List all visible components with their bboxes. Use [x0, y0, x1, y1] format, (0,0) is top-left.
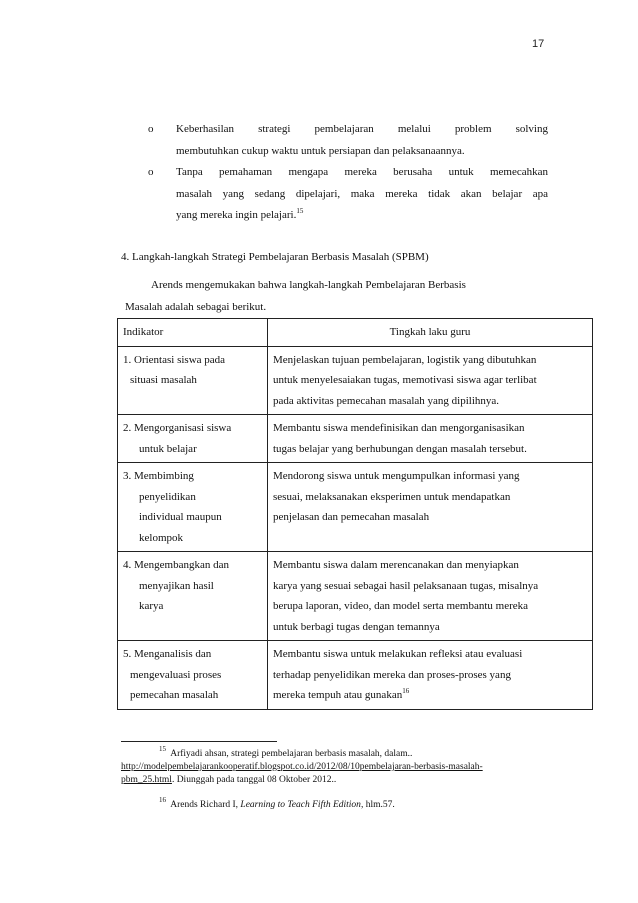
intro-paragraph [125, 274, 545, 318]
footnote-link-line [121, 774, 541, 787]
footnote-book-title: Learning to Teach Fifth Edition [240, 800, 361, 810]
indicator-line: 3. Membimbing [123, 470, 194, 482]
behavior-line: karya yang sesuai sebagai hasil pelaksanaan tugas, misalnya [273, 579, 539, 592]
indicator-cell [118, 346, 268, 415]
footnote-author: Arends Richard I, [170, 800, 241, 810]
indicator-line: pemecahan masalah [130, 689, 219, 701]
table-row [118, 552, 593, 641]
footnote-text: Arfiyadi ahsan, strategi pembelajaran berbasis masalah, dalam.. [170, 749, 413, 759]
list-item-line: Keberhasilan strategi pembelajaran melalui problem solving [176, 123, 548, 135]
indicator-line: 1. Orientasi siswa pada [123, 353, 226, 366]
behavior-line-last [273, 685, 587, 706]
indicator-cell [118, 415, 268, 463]
behavior-line: Mendorong siswa untuk mengumpulkan informasi yang [273, 470, 520, 482]
table-row [118, 346, 593, 415]
behavior-line: tugas belajar yang berhubungan dengan masalah tersebut. [273, 442, 527, 455]
behavior-line: Membantu siswa mendefinisikan dan mengorganisasikan [273, 422, 525, 434]
footnote-page: , hlm.57. [360, 800, 395, 810]
indicator-line: 5. Menganalisis dan [123, 648, 212, 660]
list-item-text: yang mereka ingin pelajari. [176, 209, 297, 221]
list-item-line: Tanpa pemahaman mengapa mereka berusaha untuk memecahkan [176, 166, 548, 178]
indicator-line: karya [139, 600, 164, 612]
footnote-15 [121, 745, 541, 761]
list-item [150, 162, 548, 227]
bullet-marker: o [148, 123, 154, 135]
list-item-line: membutuhkan cukup waktu untuk persiapan dan pelaksanaannya. [176, 144, 465, 157]
indicator-cell [118, 463, 268, 552]
indicator-line: 4. Mengembangkan dan [123, 559, 229, 571]
indicator-line: penyelidikan [139, 490, 196, 503]
behavior-cell [268, 641, 593, 710]
table-row [118, 641, 593, 710]
list-item [150, 119, 548, 162]
indicator-cell [118, 552, 268, 641]
indicator-cell [118, 641, 268, 710]
behavior-line: Menjelaskan tujuan pembelajaran, logistik yang dibutuhkan [273, 353, 537, 366]
column-header-behavior: Tingkah laku guru [268, 319, 593, 347]
footnote-reference[interactable]: 15 [296, 207, 304, 215]
behavior-line: terhadap penyelidikan mereka dan proses-proses yang [273, 668, 511, 681]
behavior-line: Membantu siswa untuk melakukan refleksi atau evaluasi [273, 648, 523, 660]
behavior-line: penjelasan dan pemecahan masalah [273, 511, 430, 523]
behavior-cell [268, 552, 593, 641]
footnote-16 [121, 796, 541, 812]
footnote-link-line [121, 761, 541, 774]
list-item-line: masalah yang sedang dipelajari, maka mereka tidak akan belajar apa [176, 187, 548, 200]
indicator-line: individual maupun [139, 511, 222, 523]
indicator-line: untuk belajar [139, 442, 197, 455]
table-row [118, 415, 593, 463]
indicator-line: kelompok [139, 531, 183, 544]
behavior-line: Membantu siswa dalam merencanakan dan menyiapkan [273, 559, 519, 571]
behavior-line: sesuai, melaksanakan eksperimen untuk mendapatkan [273, 490, 511, 503]
table-header-row [118, 319, 593, 347]
footnote-number: 15 [159, 745, 166, 753]
behavior-line: pada aktivitas pemecahan masalah yang dipilihnya. [273, 394, 500, 407]
paragraph-line: Arends mengemukakan bahwa langkah-langkah Pembelajaran Berbasis [151, 279, 466, 291]
behavior-line: untuk berbagi tugas dengan temannya [273, 620, 440, 633]
footnote-link[interactable]: http://modelpembelajarankooperatif.blogspot.co.id/2012/08/10pembelajaran-berbasis-masalah- [121, 762, 483, 772]
paragraph-line: Masalah adalah sebagai berikut. [125, 301, 267, 313]
behavior-line: untuk menyelesaiakan tugas, memotivasi siswa agar terlibat [273, 374, 537, 386]
table-row [118, 463, 593, 552]
footnote-reference[interactable]: 16 [402, 687, 410, 695]
behavior-cell [268, 415, 593, 463]
footnote-spacer [121, 787, 541, 799]
indicator-line: mengevaluasi proses [130, 668, 222, 681]
footnote-number: 16 [159, 796, 166, 804]
footnote-link[interactable]: pbm_25.html [121, 775, 172, 785]
indicator-line: menyajikan hasil [139, 579, 214, 592]
footnote-divider [121, 741, 277, 742]
indicator-line: situasi masalah [130, 374, 197, 386]
bullet-list [150, 119, 548, 227]
spbm-table [117, 318, 593, 710]
section-heading: 4. Langkah-langkah Strategi Pembelajaran Berbasis Masalah (SPBM) [121, 251, 429, 263]
list-item-line-last [150, 205, 548, 227]
bullet-marker: o [148, 166, 154, 178]
footnote-text: . Diunggah pada tanggal 08 Oktober 2012.. [171, 775, 337, 785]
behavior-text: mereka tempuh atau gunakan [273, 689, 403, 701]
behavior-line: berupa laporan, video, dan model serta membantu mereka [273, 600, 529, 612]
behavior-cell [268, 463, 593, 552]
behavior-cell [268, 346, 593, 415]
footnotes [121, 745, 541, 812]
column-header-indicator: Indikator [118, 319, 268, 347]
page-number: 17 [532, 38, 545, 50]
indicator-line: 2. Mengorganisasi siswa [123, 422, 232, 434]
